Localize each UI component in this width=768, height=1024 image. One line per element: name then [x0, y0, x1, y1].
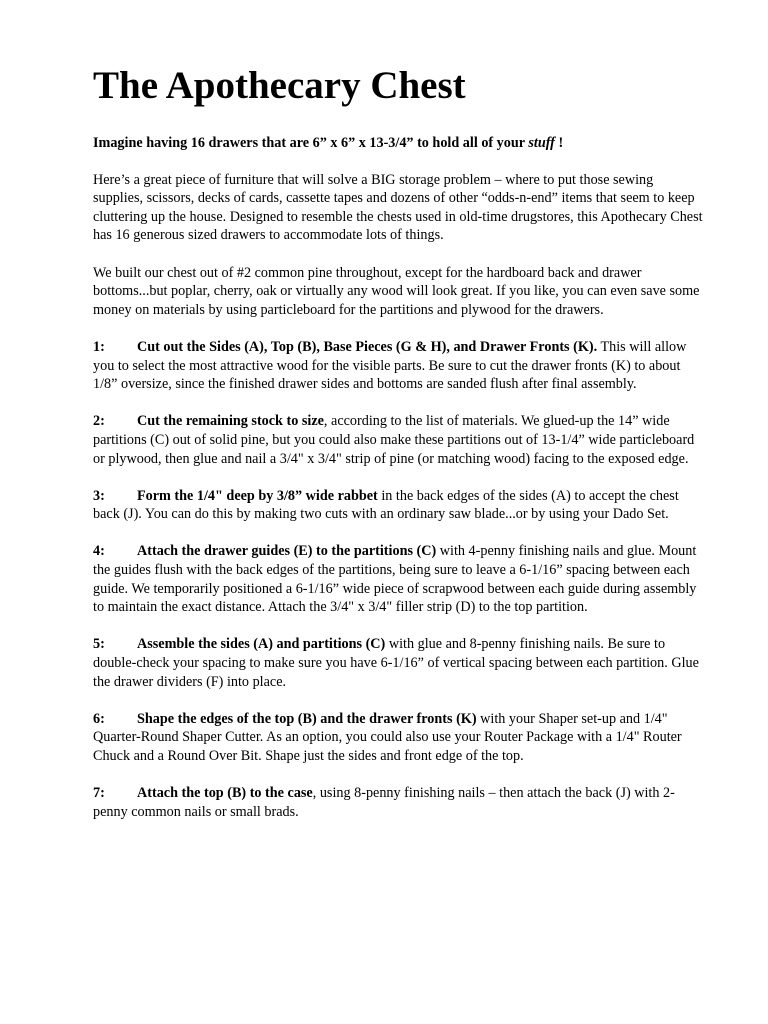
page-title: The Apothecary Chest [93, 64, 466, 107]
step-1 [93, 338, 705, 394]
step-heading: Form the 1/4" deep by 3/8” wide rabbet [137, 487, 378, 504]
step-5 [93, 635, 705, 691]
step-heading: Attach the drawer guides (E) to the partitions (C) [137, 543, 437, 560]
intro-italic: stuff [528, 135, 555, 151]
step-number: 2: [93, 413, 105, 430]
step-3 [93, 487, 705, 524]
step-heading: Cut out the Sides (A), Top (B), Base Pieces (G & H), and Drawer Fronts (K). [137, 338, 598, 355]
step-2 [93, 412, 705, 468]
step-text: in the back edges of the sides (A) to accept the chest back (J). You can do this by making two cuts with an ordinary saw blade...or by using your Dado Set. [93, 487, 679, 523]
paragraph: We built our chest out of #2 common pine throughout, except for the hardboard back and drawer bottoms...but poplar, cherry, oak or virtually any wood will look great. If you like, you can even save some money on materials by using particleboard for the partitions and plywood for the drawers. [93, 264, 700, 318]
step-text: with 4-penny finishing nails and glue. Mount the guides flush with the back edges of the partitions, being sure to leave a 6-1/16” spacing between each guide. We temporarily positioned a 6-1/16” wide piece of scrapwood between each guide during assembly to maintain the exact distance. Attach the 3/4" x 3/4" filler strip (D) to the top partition. [93, 543, 697, 616]
step-text: with glue and 8-penny finishing nails. Be sure to double-check your spacing to make sure you have 6-1/16” of vertical spacing between each partition. Glue the drawer dividers (F) into place. [93, 636, 699, 690]
step-heading: Assemble the sides (A) and partitions (C) [137, 636, 386, 653]
step-6 [93, 710, 705, 766]
step-number: 5: [93, 636, 105, 653]
step-heading: Attach the top (B) to the case [137, 785, 313, 802]
step-text: with your Shaper set-up and 1/4" Quarter-Round Shaper Cutter. As an option, you could also use your Router Package with a 1/4" Router Chuck and a Round Over Bit. Shape just the sides and front edge of the top. [93, 710, 682, 764]
step-heading: Shape the edges of the top (B) and the drawer fronts (K) [137, 710, 477, 727]
intro-text: Imagine having 16 drawers that are 6” x 6” x 13-3/4” to hold all of your [93, 135, 529, 151]
step-number: 1: [93, 338, 105, 355]
step-text: This will allow you to select the most attractive wood for the visible parts. Be sure to cut the drawer fronts (K) to about 1/8” oversize, since the finished drawer sides and bottoms are sanded flush after final assembly. [93, 338, 687, 393]
step-4 [93, 542, 705, 616]
step-number: 3: [93, 487, 105, 504]
step-number: 6: [93, 710, 105, 727]
step-number: 7: [93, 785, 105, 802]
paragraph: Here’s a great piece of furniture that will solve a BIG storage problem – where to put those sewing supplies, scissors, decks of cards, cassette tapes and dozens of other “odds-n-end” items that seem to keep cluttering up the house. Designed to resemble the chests used in old-time drugstores, this Apothecary Chest has 16 generous sized drawers to accommodate lots of things. [93, 171, 703, 244]
step-7 [93, 784, 705, 821]
intro-suffix: ! [554, 135, 564, 151]
step-heading: Cut the remaining stock to size [137, 413, 324, 430]
step-text: , according to the list of materials. We glued-up the 14” wide partitions (C) out of solid pine, but you could also make these partitions out of 13-1/4” wide particleboard or plywood, then glue and nail a 3/4" x 3/4" strip of pine (or matching wood) facing to the exposed edge. [93, 413, 695, 467]
step-number: 4: [93, 543, 105, 560]
step-text: , using 8-penny finishing nails – then attach the back (J) with 2-penny common nails or small brads. [93, 785, 675, 820]
document-page [93, 60, 705, 840]
intro-line [93, 134, 705, 153]
